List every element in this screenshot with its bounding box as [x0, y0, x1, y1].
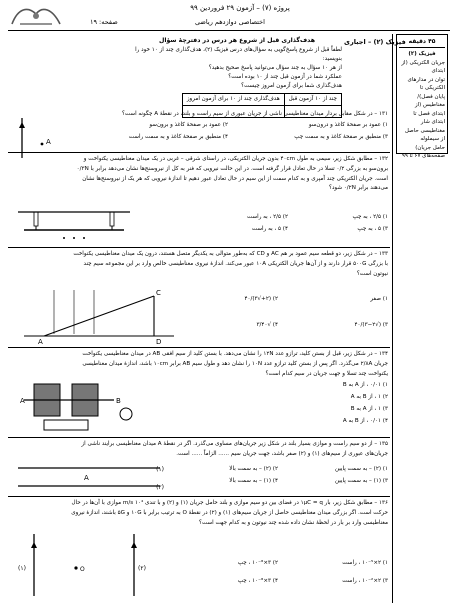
goal-line: لطفاً قبل از شروع پاسخ‌گویی به سؤال‌های درس فیزیک (۲)، هدف‌گذاری چند از ۱۰ خود را بنویسید: [135, 46, 342, 62]
divider [8, 247, 390, 248]
divider [8, 496, 390, 497]
wire-2-label: (۲) [138, 565, 146, 572]
point-o-label: O [80, 566, 85, 573]
figure-131 [12, 116, 62, 160]
sidebar-line: پایان فصل)/ مغناطیس (از [414, 93, 445, 109]
wire-1-label: (۱) [18, 565, 26, 572]
header-divider [8, 30, 450, 31]
goal-heading: هدف‌گذاری قبل از شروع هر درس در دفترچهٔ سؤال [158, 37, 316, 44]
question-136: ۱۳۶ – مطابق شکل زیر، بار ۱μC = q در فضای بین دو سیم موازی و بلند حامل جریان (۱) و (۲) و با تندی ۱۰⁴ m/s موازی با آن‌ها در حال حرکت است. اگر بزرگی میدان مغناطیسی حاصل از جریان سیم‌های (۱) و (۲) در نقطهٔ O به ترتیب برابر با ۱۰G و ۵G باشند، اندازهٔ نیروی مغناطیسی وارد بر بار در لحظهٔ نشان داده شده چند نیوتون و به کدام جهت است؟ [71, 500, 388, 526]
option[interactable]: ۳) (√۳−۲)/۴۰ [354, 322, 388, 328]
option[interactable]: ۱) ۲/۵ ، به چپ [352, 214, 388, 220]
page-title: پروژه (۷) – آزمون ۲۹ فروردین ۹۹ [190, 4, 290, 12]
question-text: از دو سیم راست و موازی بسیار بلند در شکل زیر جریان‌های مساوی می‌گذرد. اگر در نقطهٔ A میدان مغناطیسی برایند ناشی از جریان‌های عبوری از سیم‌های (۱) و (۲) صفر باشد، جهت جریان سیم ...... الزاماً ...... است. [81, 441, 388, 457]
option[interactable]: ۲) ۲/۵ ، به راست [246, 214, 288, 220]
option[interactable]: ۳) (۱) – به سمت پایین [334, 478, 388, 484]
options-133 [190, 296, 388, 344]
figure-132 [14, 208, 134, 244]
question-133: ۱۳۳ – در شکل زیر، دو قطعه سیم عمود بر هم AC و CD که به‌طور متوالی به یکدیگر متصل هستند، درون یک میدان مغناطیسی یکنواخت با بزرگی ۵۰۰G قرار دارند و از آن‌ها جریان الکتریکی ۱۰A عبور می‌کند. اندازهٔ نیروی مغناطیسی خالص وارد بر این مجموعه سیم چند نیوتون است؟ [73, 251, 388, 277]
option[interactable]: ۳) ۵ ، به چپ [357, 226, 388, 232]
question-text: در شکل زیر، دو قطعه سیم عمود بر هم AC و CD که به‌طور متوالی به یکدیگر متصل هستند، درون یک میدان مغناطیسی یکنواخت با بزرگی ۵۰۰G قرار دارند و از آن‌ها جریان الکتریکی ۱۰A عبور می‌کند. اندازهٔ نیروی مغناطیسی خالص وارد بر این مجموعه سیم چند نیوتون است؟ [73, 251, 388, 277]
subject-label: اختصاصی دوازدهم ریاضی [195, 18, 265, 26]
options-134 [170, 382, 388, 432]
sidebar-divider [392, 34, 393, 603]
divider [8, 347, 390, 348]
point-a-label: A [46, 138, 51, 146]
sidebar-subject: فیزیک (۲) [408, 51, 436, 58]
option[interactable]: ۳) ۲×۱۰⁻² ، راست [342, 578, 388, 584]
question-number: ۱۳۵ [378, 441, 388, 447]
option[interactable]: ۲) (۲+√۳)/۴۰ [244, 296, 278, 302]
question-number: ۱۳۳ [378, 251, 388, 257]
option[interactable]: ۴) ۳×۱۰⁻⁸ ، چپ [237, 578, 278, 584]
option[interactable]: ۱) (۲) – به سمت پایین [334, 466, 388, 472]
option[interactable]: ۲) عمود بر صفحهٔ کاغذ و برون‌سو [149, 122, 228, 128]
question-131: ۱۳۱ – در شکل مقابل بردار میدان مغناطیسی ناشی از جریان عبوری از سیم راست و بلند، در نقطهٔ A چگونه است؟ [121, 111, 388, 117]
sidebar-line: مغناطیسی حاصل از سیملوله [404, 127, 445, 143]
logo-icon [6, 2, 66, 30]
sidebar-line: صفحه‌های ۶۷ تا ۹۹ [401, 153, 445, 160]
point-a-label: A [84, 474, 89, 482]
option[interactable]: ۳) منطبق بر صفحهٔ کاغذ و به سمت چپ [294, 134, 388, 140]
sidebar-box [396, 34, 448, 160]
goal-table-header: چند از ۱۰ آزمون قبل [284, 93, 341, 105]
question-number: ۱۳۱ [378, 111, 388, 117]
question-number: ۱۳۴ [378, 351, 388, 357]
wire-2-label: (۲) [156, 484, 164, 491]
wire-1-label: (۱) [156, 466, 164, 473]
question-number: ۱۳۲ [378, 156, 388, 162]
section-tag: فیزیک (۲) – اجباری [344, 38, 406, 46]
option[interactable]: ۴) (۱) – به سمت بالا [229, 478, 278, 484]
option[interactable]: ۴) منطبق بر صفحهٔ کاغذ و به سمت راست [128, 134, 228, 140]
goal-line: از هر ۱۰ سؤال به چند سؤال می‌توانید پاسخ صحیح بدهید؟ [208, 64, 342, 71]
option[interactable]: ۱) صفر [370, 296, 388, 302]
sidebar-line: توان در مدارهای الکتریکی تا [407, 76, 445, 92]
point-a-label: A [38, 338, 43, 346]
point-d-label: D [156, 338, 162, 346]
option[interactable]: ۱) ۰/۰۱ ، از A به B [342, 382, 388, 388]
figure-135 [14, 460, 164, 494]
point-c-label: C [156, 289, 161, 297]
options-136 [170, 560, 388, 600]
goal-box [132, 36, 342, 118]
options-135 [170, 466, 388, 492]
option[interactable]: ۱) عمود بر صفحهٔ کاغذ و درون‌سو [308, 122, 388, 128]
question-134: ۱۳۴ – در شکل زیر، قبل از بستن کلید، ترازو عدد ۱۲N را نشان می‌دهد. با بستن کلید از سیم افقی AB در میدان مغناطیسی یکنواخت جریان ۲/۸A می‌گذرد. اگر پس از بستن کلید ترازو عدد ۱۰N را نشان دهد و طول سیم AB برابر ۱۰cm باشد، اندازهٔ میدان مغناطیسی یکنواخت چند تسلا و جهت جریان در سیم کدام است؟ [82, 351, 388, 377]
point-a-label: A [20, 397, 25, 405]
sidebar-line: حامل جریان) [415, 144, 445, 151]
point-b-label: B [116, 397, 121, 405]
option[interactable]: ۴) ۰/۰۱ ، از B به A [342, 418, 388, 424]
figure-133 [14, 286, 184, 346]
sidebar-line: ابتدای فصل تا ابتدای شار [413, 110, 445, 126]
question-number: ۱۳۶ [378, 500, 388, 506]
goal-line: عملکرد شما در آزمون قبل چند از ۱۰ بوده است؟ [228, 73, 342, 80]
options-131 [70, 122, 388, 148]
goal-line: هدف‌گذاری شما برای آزمون امروز چیست؟ [241, 82, 342, 89]
question-text: در شکل زیر، قبل از بستن کلید، ترازو عدد ۱۲N را نشان می‌دهد. با بستن کلید از سیم افقی AB در میدان مغناطیسی یکنواخت جریان ۲/۸A می‌گذرد. اگر پس از بستن کلید ترازو عدد ۱۰N را نشان دهد و طول سیم AB برابر ۱۰cm باشد، اندازهٔ میدان مغناطیسی یکنواخت چند تسلا و جهت جریان در سیم کدام است؟ [82, 351, 388, 377]
option[interactable]: ۴) ۵ ، به راست [251, 226, 288, 232]
option[interactable]: ۲) (۲) – به سمت بالا [229, 466, 278, 472]
option[interactable]: ۱) ۲×۱۰⁻⁵ ، راست [342, 560, 388, 566]
question-135: ۱۳۵ – از دو سیم راست و موازی بسیار بلند در شکل زیر جریان‌های مساوی می‌گذرد. اگر در نقطهٔ A میدان مغناطیسی برایند ناشی از جریان‌های عبوری از سیم‌های (۱) و (۲) صفر باشد، جهت جریان سیم ...... الزاماً ...... است. [81, 441, 388, 457]
question-text: در شکل مقابل بردار میدان مغناطیسی ناشی از جریان عبوری از سیم راست و بلند، در نقطهٔ A چگونه است؟ [121, 111, 373, 117]
figure-136 [14, 530, 154, 600]
option[interactable]: ۲) ۱ ، از B به A [350, 394, 388, 400]
sidebar-line: جریان الکتریکی (از ابتدای [401, 59, 445, 75]
duration-label: ۴۵ دقیقه [399, 37, 445, 48]
goal-table-header: هدف‌گذاری چند از ۱۰ برای آزمون امروز [182, 93, 284, 105]
option[interactable]: ۴) √۳/۴۰ [256, 322, 278, 328]
divider [8, 437, 390, 438]
question-text: مطابق شکل زیر، سیمی به طول ۴۰cm بدون جریان الکتریکی، در راستای شرقی – غربی در یک میدان مغناطیسی یکنواخت و برون‌سو به بزرگی ۰/۲ تسلا در حال تعادل قرار گرفته است. در این حالت نیرویی که فنر به کل از نیروسنج‌ها نشان می‌دهد برابر با ۰/۳N است. جریان الکتریکی چند آمپری و به کدام سمت از این سیم در حال تعادل عبور دهیم تا اندازهٔ نیرویی که هر یک از نیروسنج‌ها نشان می‌دهند برابر ۰/۲N شود؟ [76, 156, 388, 192]
figure-134 [14, 378, 144, 434]
option[interactable]: ۲) ۳×۱۰⁻⁸ ، چپ [237, 560, 278, 566]
question-text: مطابق شکل زیر، بار ۱μC = q در فضای بین دو سیم موازی و بلند حامل جریان (۱) و (۲) و با تندی ۱۰⁴ m/s موازی با آن‌ها در حال حرکت است. اگر بزرگی میدان مغناطیسی حاصل از جریان سیم‌های (۱) و (۲) در نقطهٔ O به ترتیب برابر با ۱۰G و ۵G باشند، اندازهٔ نیروی مغناطیسی وارد بر بار در لحظهٔ نشان داده شده چند نیوتون و به کدام جهت است؟ [71, 500, 388, 526]
page-number: صفحه: ۱۹ [90, 18, 118, 26]
option[interactable]: ۳) ۱ ، از A به B [350, 406, 388, 412]
divider [8, 152, 390, 153]
options-132 [170, 214, 388, 240]
question-132: ۱۳۲ – مطابق شکل زیر، سیمی به طول ۴۰cm بدون جریان الکتریکی، در راستای شرقی – غربی در یک میدان مغناطیسی یکنواخت و برون‌سو به بزرگی ۰/۲ تسلا در حال تعادل قرار گرفته است. در این حالت نیرویی که فنر به کل از نیروسنج‌ها نشان می‌دهد برابر با ۰/۳N است. جریان الکتریکی چند آمپری و به کدام سمت از این سیم در حال تعادل عبور دهیم تا اندازهٔ نیرویی که هر یک از نیروسنج‌ها نشان می‌دهند برابر ۰/۲N شود؟ [76, 156, 388, 192]
